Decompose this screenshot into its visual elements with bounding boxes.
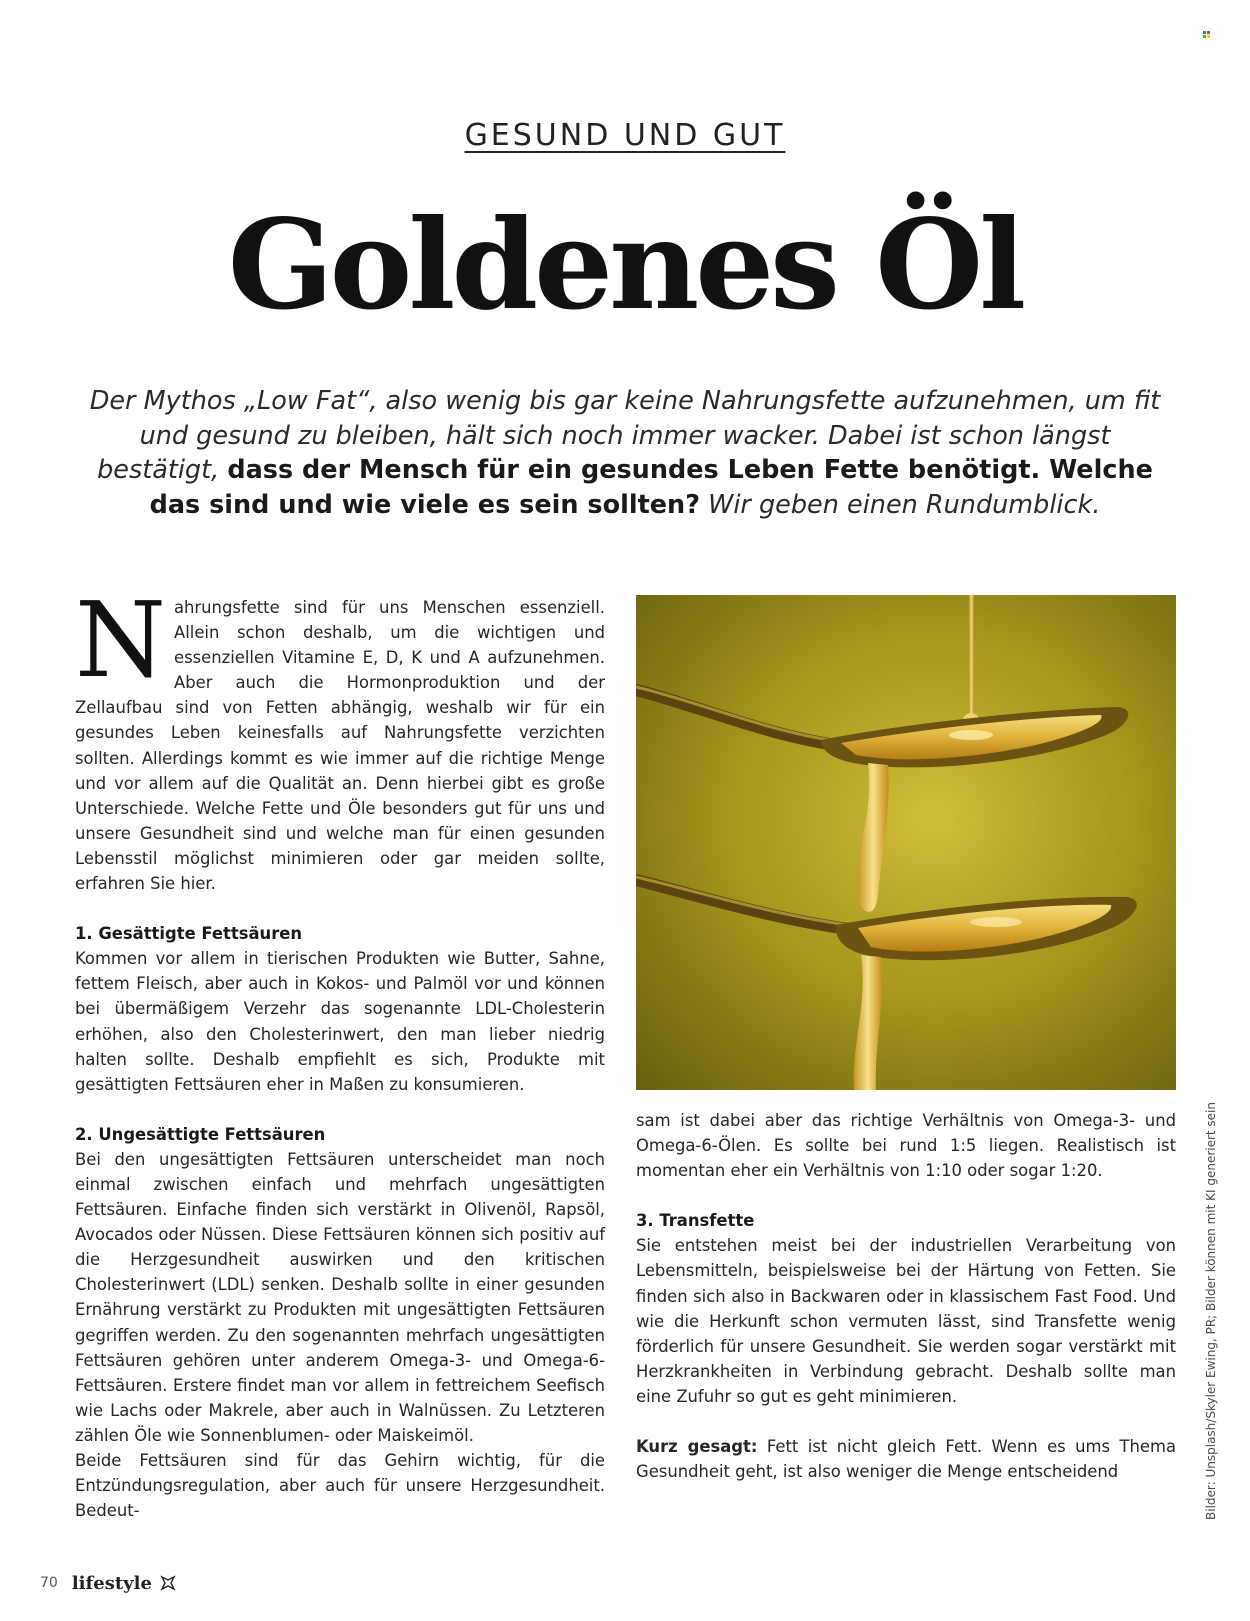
right-column — [636, 1108, 1176, 1484]
photo-credit: Bilder: Unsplash/Skyler Ewing, PR; Bilder können mit KI generiert sein — [1204, 1101, 1218, 1520]
intro-text: ahrungsfette sind für uns Menschen essenziell. Allein schon deshalb, um die wichtigen und essenziellen Vitamine E, D, K und A aufzunehmen. Aber auch die Hormonproduktion und der Zellaufbau sind von Fetten abhängig, weshalb wir für ein gesundes Leben keinesfalls auf Nahrungsfette verzichten sollten. Allerdings kommt es wie immer auf die richtige Menge und vor allem auf die Qualität an. Denn hierbei gibt es große Unterschiede. Welche Fette und Öle besonders gut für uns und unsere Gesundheit sind und welche man für einen gesunden Lebensstil möglichst minimieren oder gar meiden sollte, erfahren Sie hier. — [75, 598, 605, 894]
drop-cap: N — [75, 579, 166, 701]
lead-text-bold: dass der Mensch für ein gesundes Leben Fette benötigt. Welche das sind und wie viele es sein sollten? — [149, 455, 1153, 520]
section-text-transfats: Sie entstehen meist bei der industriellen Verarbeitung von Lebensmitteln, beispielsweise bei der Härtung von Fetten. Sie finden sich also in Backwaren oder in klassischem Fast Food. Und wie die Herkunft schon vermuten lässt, sind Transfette wenig förderlich für unsere Gesundheit. Sie werden sogar verstärkt mit Herzkrankheiten in Verbindung gebracht. Deshalb sollte man eine Zufuhr so gut es geht minimieren. — [636, 1236, 1176, 1406]
summary-text: Fett ist nicht gleich Fett. Wenn es ums Thema Gesundheit geht, ist also weniger die Menge entscheidend — [636, 1437, 1176, 1482]
kicker: GESUND UND GUT — [464, 118, 786, 153]
intro-paragraph — [75, 579, 605, 896]
page-number: 70 — [40, 1575, 58, 1591]
summary-paragraph — [636, 1434, 1176, 1484]
page-title: Goldenes Öl — [227, 193, 1023, 338]
lead-text-start: Der Mythos „Low Fat“, also wenig bis gar keine Nahrungsfette aufzunehmen, um fit und gesund zu bleiben, hält sich noch immer wacker. Dabei ist schon längst bestätigt, — [89, 386, 1161, 485]
brand-logo: lifestyle — [71, 1572, 152, 1594]
brand-mark-icon — [160, 1575, 176, 1591]
oil-spoons-photo — [636, 595, 1176, 1090]
section-heading-saturated: 1. Gesättigte Fettsäuren — [75, 924, 303, 944]
section-text-unsaturated-2: Beide Fettsäuren sind für das Gehirn wichtig, für die Entzündungsregulation, aber auch für unsere Herzgesundheit. Bedeut- — [75, 1451, 605, 1521]
section-text-unsaturated-continued: sam ist dabei aber das richtige Verhältnis von Omega-3- und Omega-6-Ölen. Es sollte bei rund 1:5 liegen. Realistisch ist momentan eher ein Verhältnis von 1:10 oder sogar 1:20. — [636, 1111, 1176, 1181]
section-heading-unsaturated: 2. Ungesättigte Fettsäuren — [75, 1124, 326, 1144]
color-registration-mark — [1203, 31, 1211, 39]
summary-label: Kurz gesagt: — [636, 1437, 758, 1457]
lead-paragraph — [75, 384, 1175, 522]
lead-text-end: Wir geben einen Rundumblick. — [700, 489, 1101, 520]
section-text-unsaturated: Bei den ungesättigten Fettsäuren unterscheidet man noch einmal zwischen einfach und mehrfach ungesättigten Fettsäuren. Einfache finden sich verstärkt in Olivenöl, Rapsöl, Avocados oder Nüssen. Diese Fettsäuren können sich positiv auf die Herzgesundheit auswirken und den kritischen Cholesterinwert (LDL) senken. Deshalb sollte in einer gesunden Ernährung verstärkt zu Produkten mit ungesättigten Fettsäuren gegriffen werden. Zu den sogenannten mehrfach ungesättigten Fettsäuren gehören unter anderem Omega-3- und Omega-6-Fettsäuren. Erstere findet man vor allem in fettreichem Seefisch wie Lachs oder Makrele, aber auch in Walnüssen. Zu Letzteren zählen Öle wie Sonnenblumen- oder Maiskeimöl. — [75, 1149, 605, 1445]
section-heading-transfats: 3. Transfette — [636, 1211, 755, 1231]
page-footer — [40, 1571, 176, 1595]
left-column — [75, 579, 605, 1523]
section-text-saturated: Kommen vor allem in tierischen Produkten wie Butter, Sahne, fettem Fleisch, aber auch in Kokos- und Palmöl vor und können bei übermäßigem Verzehr das sogenannte LDL-Cholesterin erhöhen, also den Cholesterinwert, den man lieber niedrig halten sollte. Deshalb empfiehlt es sich, Produkte mit gesättigten Fettsäuren eher in Maßen zu konsumieren. — [75, 949, 605, 1094]
